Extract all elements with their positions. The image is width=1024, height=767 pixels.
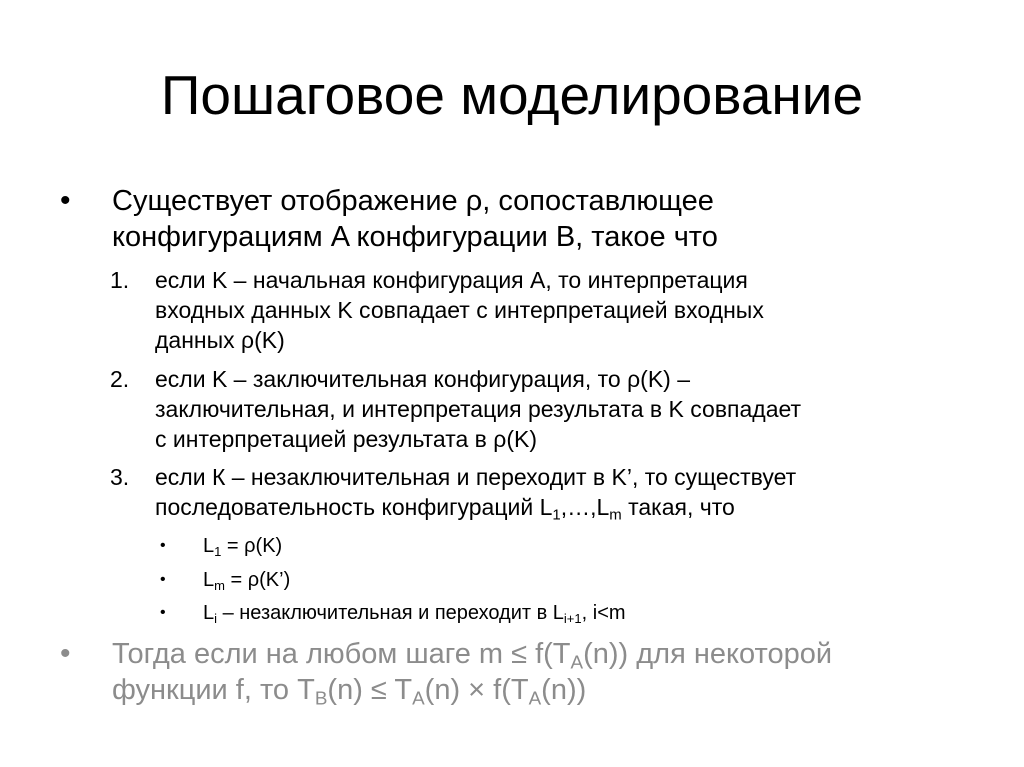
point-2-line-2: функции f, то $T_B(n) \le T_A(n) \times f(T_A(n))$ — [112, 674, 587, 709]
item-1-line-2: входных данных K совпадает с интерпретацией входных — [155, 297, 764, 323]
sub-item-3-text: $L_i$ – незаключительная и переходит в $L_{i+1}$, i<m — [203, 602, 626, 626]
point-2-line-1: Тогда если на любом шаге $m \le f(T_A(n))$ для некоторой — [112, 638, 833, 673]
item-3-number: 3. — [110, 464, 130, 490]
item-2-line-2: заключительная, и интерпретация результата в K совпадает — [155, 396, 802, 422]
sub-bullet-3: • — [160, 604, 166, 621]
item-2-line-1: если K – заключительная конфигурация, то ρ(K) – — [155, 366, 690, 392]
bullet-point-2: • — [60, 637, 71, 670]
point-1-line-1: Существует отображение ρ, сопоставлющее — [112, 185, 714, 217]
sub-bullet-1: • — [160, 537, 166, 554]
item-1-number: 1. — [110, 267, 130, 293]
slide-title: Пошаговое моделирование — [160, 64, 864, 126]
item-3-line-1: если К – незаключительная и переходит в K’, то существует — [155, 464, 797, 490]
item-2-number: 2. — [110, 366, 130, 392]
bullet-point-1: • — [60, 184, 71, 217]
sub-item-2-text: $L_m$ = ρ(K’) — [203, 569, 291, 593]
point-2-text — [112, 636, 1002, 708]
item-1-text — [155, 265, 995, 355]
item-2-line-3: с интерпретацией результата в ρ(K) — [155, 426, 538, 452]
item-2-text — [155, 364, 995, 454]
item-1-line-3: данных ρ(K) — [155, 327, 285, 353]
item-3-text — [155, 462, 995, 522]
item-1-line-1: если K – начальная конфигурация A, то интерпретация — [155, 267, 748, 293]
point-1-line-2: конфигурациям A конфигурации B, такое что — [112, 221, 718, 253]
item-3-line-2: последовательность конфигураций $L_1,\dots,L_m$ такая, что — [155, 494, 735, 524]
sub-item-1-text: $L_1 = \rho(K)$ — [203, 535, 283, 559]
point-1-text — [112, 183, 1002, 255]
sub-bullet-2: • — [160, 571, 166, 588]
